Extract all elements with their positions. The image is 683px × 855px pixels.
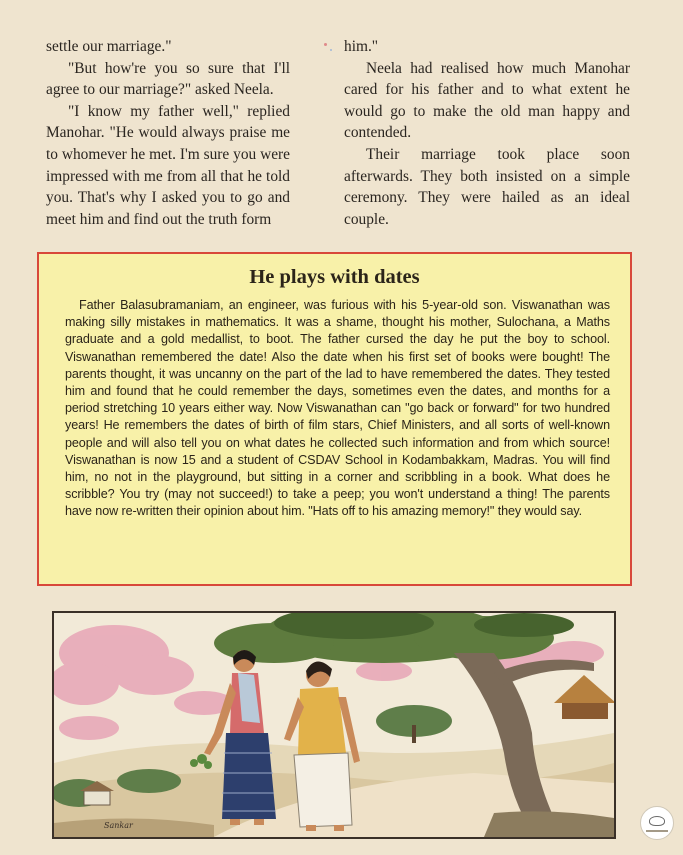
story-paragraph: Their marriage took place soon afterwards. They both insisted on a simple ceremony. They were hailed as an ideal couple. — [344, 145, 630, 228]
story-paragraph: "But how're you so sure that I'll agree to our marriage?" asked Neela. — [46, 59, 290, 99]
print-fleck — [330, 49, 332, 51]
watermark-logo-icon — [649, 816, 665, 826]
couple-walking-under-tree-illustration — [54, 613, 614, 837]
print-fleck — [324, 43, 327, 46]
story-illustration — [52, 611, 616, 839]
story-paragraph: him." — [344, 38, 379, 55]
watermark-logo-icon — [640, 806, 674, 840]
story-left-column — [46, 36, 290, 230]
story-paragraph: Neela had realised how much Manohar cared for his father and to what extent he would go to make the old man happy and contended. — [344, 59, 630, 142]
feature-box-body: Father Balasubramaniam, an engineer, was furious with his 5-year-old son. Viswanathan was making silly mistakes in mathematics. It was a shame, thought his mother, Sulochana, a Maths graduate and a gold medallist, to boot. The father cursed the day he put the boy to school. Viswanathan remembered the date! Also the date when his first set of books were bought! The parents thought, it was uncanny on the part of the lad to have remembered the dates. They tested him and found that he could remember the days, sometimes even the dates, and months for a period stretching 10 years either way. Now Viswanathan can "go back or forward" for two hundred years! He remembers the dates of birth of film stars, Chief Ministers, and all sorts of well-known people and will also tell you on what dates he collected such information and from which source! Viswanathan is now 15 and a student of CSDAV School in Kodambakkam, Madras. You will find him, no not in the playground, but sitting in a corner and scribbling in a book. What does he scribble? You try (may not succeed!) to take a peep; you won't understand a thing! The parents have now re-written their opinion about him. "Hats off to his amazing memory!" they would say. — [65, 298, 610, 519]
story-paragraph: "I know my father well," replied Manohar. "He would always praise me to whomever he met. I'm sure you were impressed with me from all that he told you. That's why I asked you to go and meet him and find out the truth form — [46, 102, 290, 228]
story-paragraph: settle our marriage." — [46, 38, 172, 55]
feature-box-title: He plays with dates — [249, 266, 420, 288]
feature-box — [37, 252, 632, 586]
watermark-logo-icon — [646, 830, 668, 832]
story-right-column — [344, 36, 630, 230]
artist-signature: Sankar — [104, 821, 133, 830]
